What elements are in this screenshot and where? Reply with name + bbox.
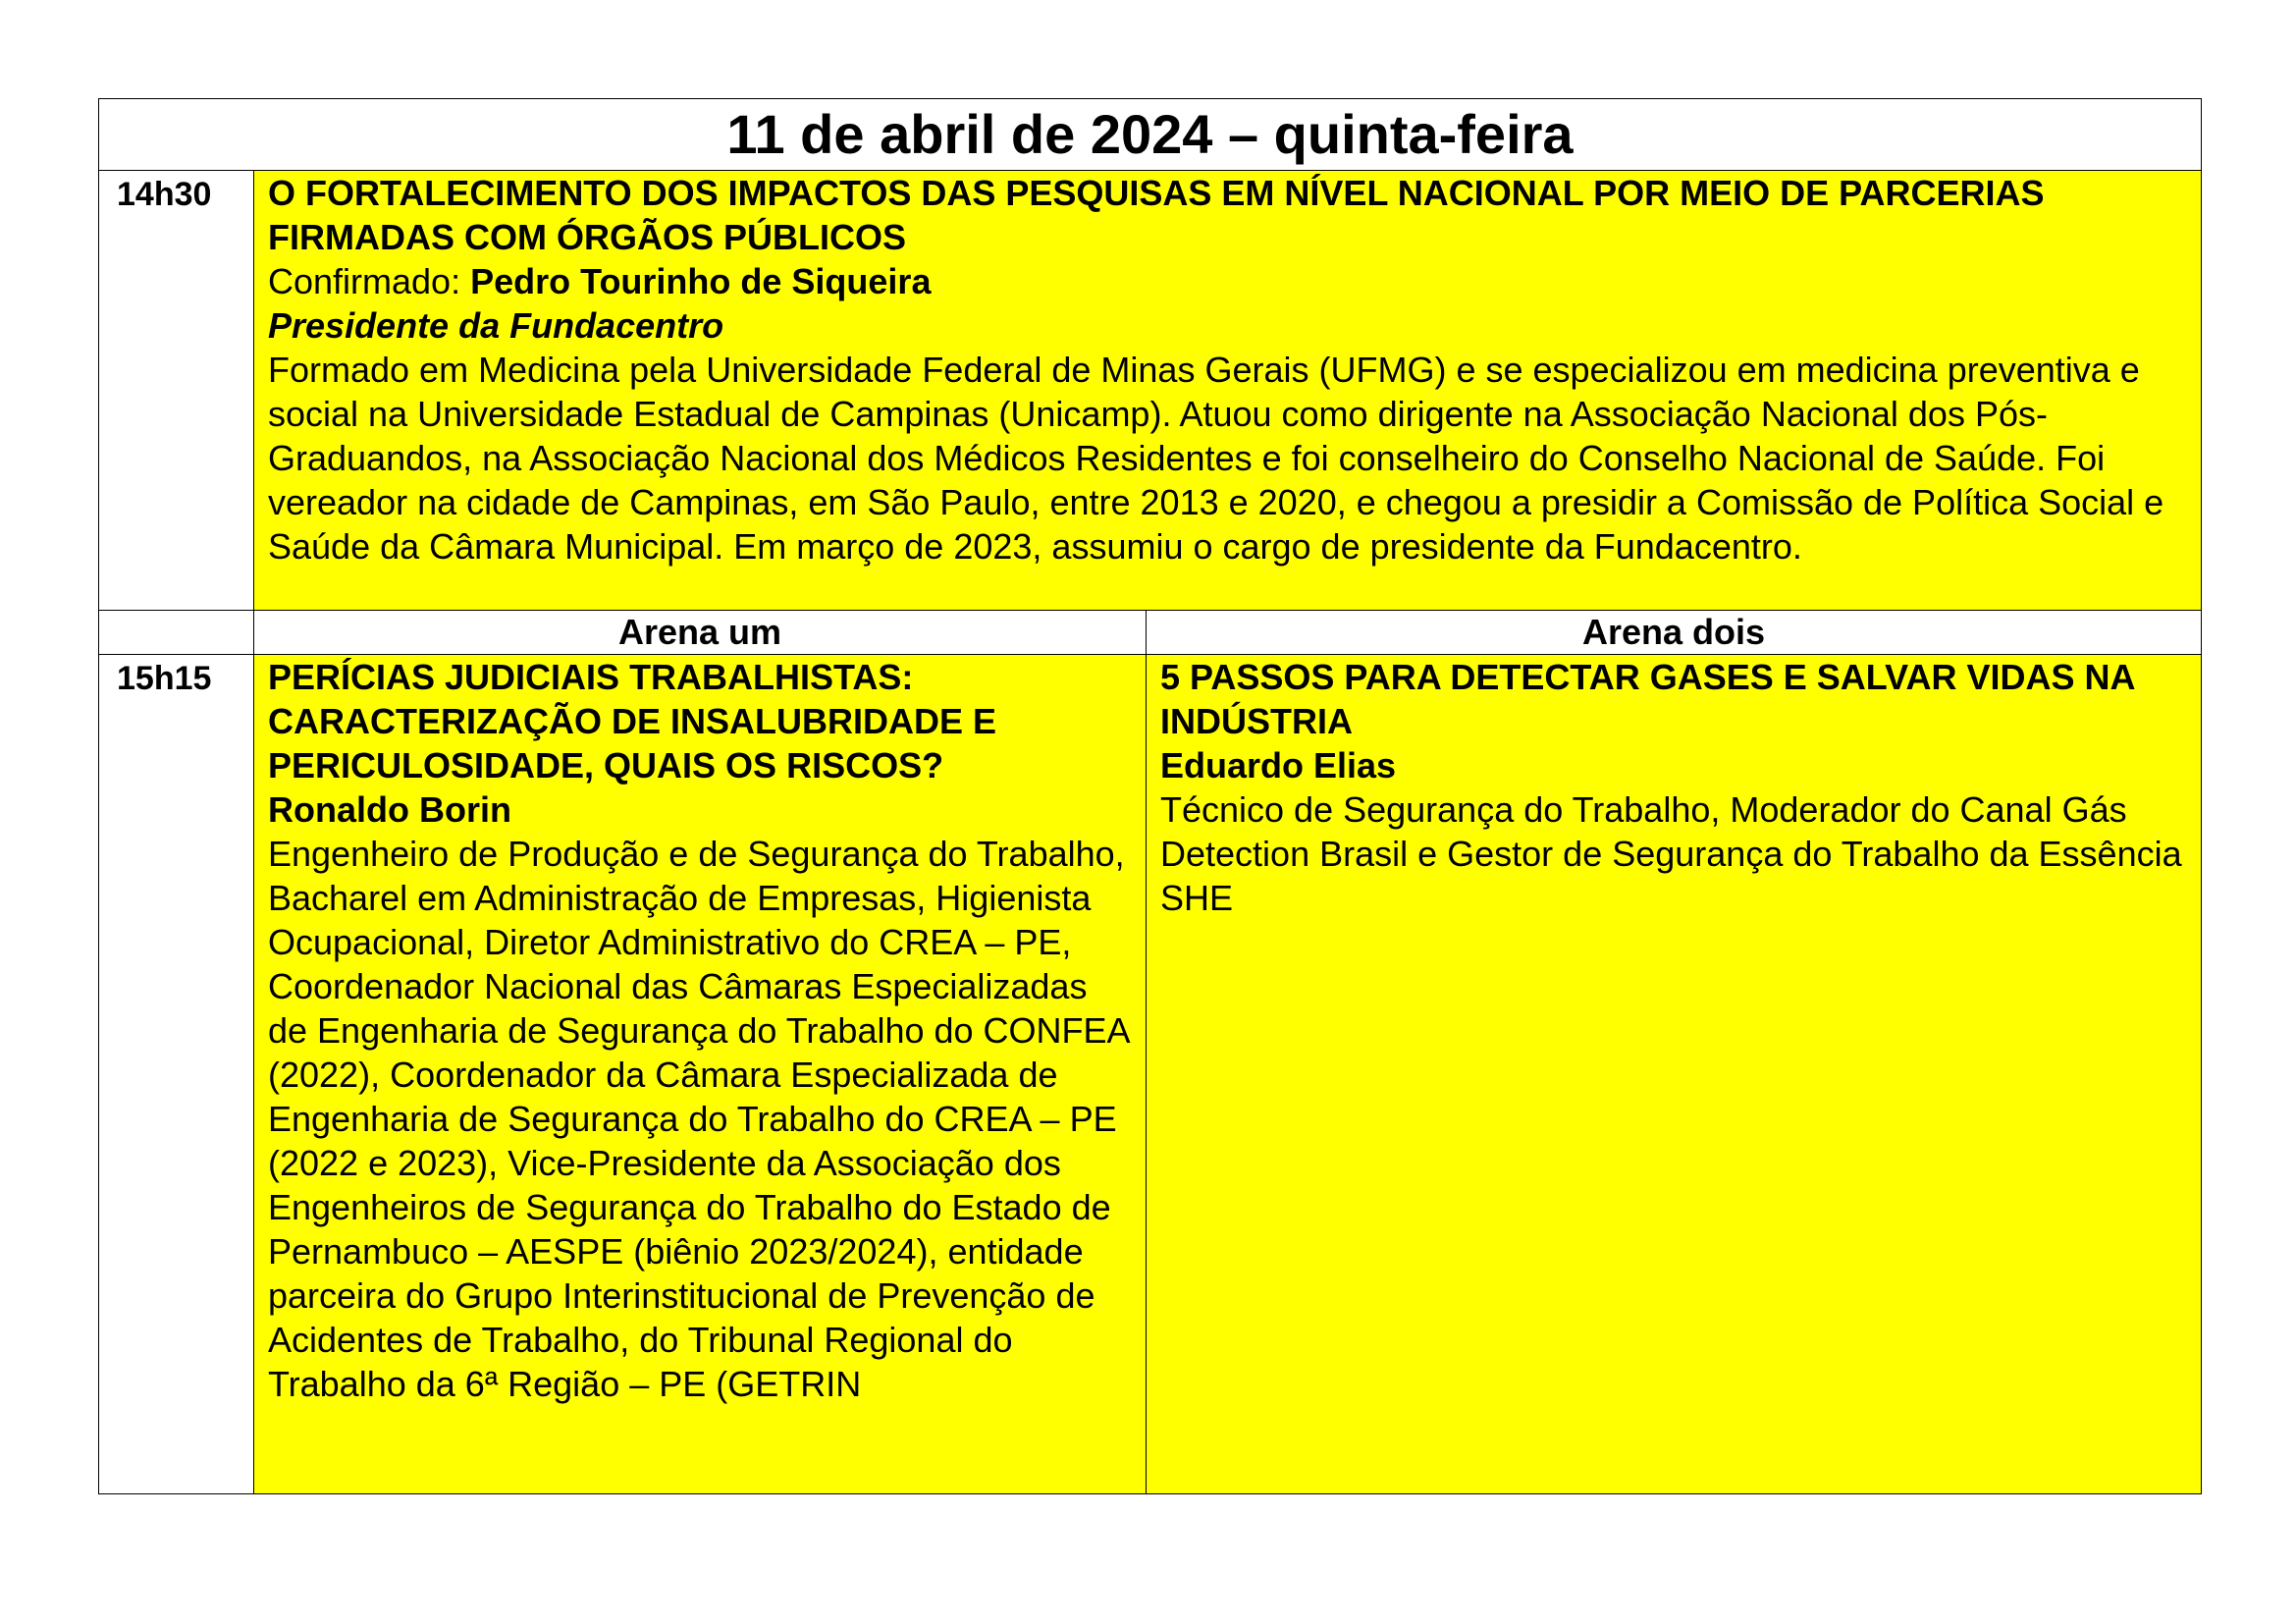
- talk-title: PERÍCIAS JUDICIAIS TRABALHISTAS: CARACTERIZAÇÃO DE INSALUBRIDADE E PERICULOSIDADE, QUAIS OS RISCOS?: [268, 657, 997, 785]
- arena-two-content: [1147, 655, 2202, 1494]
- day-header-row: [99, 99, 2202, 171]
- session-time: 14h30: [99, 171, 254, 611]
- arena-one-header: Arena um: [254, 611, 1147, 655]
- arena-header-row: [99, 611, 2202, 655]
- speaker-bio: Técnico de Segurança do Trabalho, Moderador do Canal Gás Detection Brasil e Gestor de Segurança do Trabalho da Essência SHE: [1160, 789, 2182, 918]
- session-row: [99, 171, 2202, 611]
- talk-title: 5 PASSOS PARA DETECTAR GASES E SALVAR VIDAS NA INDÚSTRIA: [1160, 657, 2135, 741]
- arena-two-inner: [1160, 655, 2187, 920]
- session-row: [99, 655, 2202, 1494]
- empty-cell: [99, 611, 254, 655]
- arena-one-content: [254, 655, 1147, 1494]
- talk-title: O FORTALECIMENTO DOS IMPACTOS DAS PESQUISAS EM NÍVEL NACIONAL POR MEIO DE PARCERIAS FIRMADAS COM ÓRGÃOS PÚBLICOS: [268, 173, 2045, 257]
- day-title: 11 de abril de 2024 – quinta-feira: [99, 99, 2202, 171]
- session-content: [254, 171, 2202, 611]
- session-time: 15h15: [99, 655, 254, 1494]
- speaker-bio: Engenheiro de Produção e de Segurança do Trabalho, Bacharel em Administração de Empresas, Higienista Ocupacional, Diretor Administrativo do CREA – PE, Coordenador Nacional das Câmaras Especializadas de Engenharia de Segurança do Trabalho do CONFEA (2022), Coordenador da Câmara Especializada de Engenharia de Segurança do Trabalho do CREA – PE (2022 e 2023), Vice-Presidente da Associação dos Engenheiros de Segurança do Trabalho do Estado de Pernambuco – AESPE (biênio 2023/2024), entidade parceira do Grupo Interinstitucional de Prevenção de Acidentes de Trabalho, do Tribunal Regional do Trabalho da 6ª Região – PE (GETRIN: [268, 834, 1129, 1404]
- arena-one-inner: [268, 655, 1132, 1406]
- speaker-role: Presidente da Fundacentro: [268, 305, 724, 346]
- arena-two-header: Arena dois: [1147, 611, 2202, 655]
- speaker-name: Ronaldo Borin: [268, 789, 511, 830]
- speaker-line: [268, 259, 2187, 303]
- speaker-name: Pedro Tourinho de Siqueira: [470, 261, 932, 301]
- speaker-name: Eduardo Elias: [1160, 745, 1397, 785]
- schedule-table: [98, 98, 2202, 1494]
- speaker-bio: Formado em Medicina pela Universidade Federal de Minas Gerais (UFMG) e se especializou em medicina preventiva e social na Universidade Estadual de Campinas (Unicamp). Atuou como dirigente na Associação Nacional dos Pós-Graduandos, na Associação Nacional dos Médicos Residentes e foi conselheiro do Conselho Nacional de Saúde. Foi vereador na cidade de Campinas, em São Paulo, entre 2013 e 2020, e chegou a presidir a Comissão de Política Social e Saúde da Câmara Municipal. Em março de 2023, assumiu o cargo de presidente da Fundacentro.: [268, 350, 2164, 567]
- confirmed-label: Confirmado:: [268, 261, 471, 301]
